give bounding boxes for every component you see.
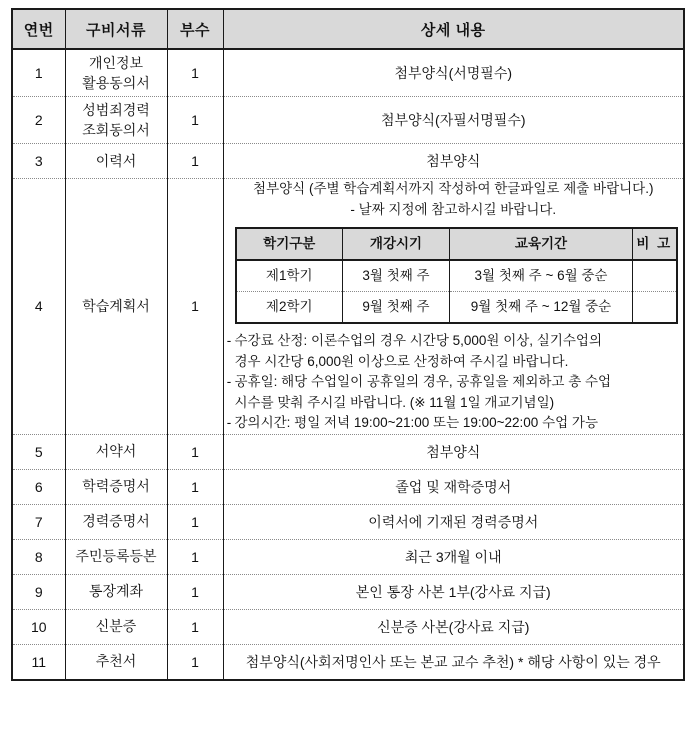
study-plan-notes <box>224 331 684 434</box>
cell-detail: 첨부양식 <box>223 144 684 179</box>
cell-document: 추천서 <box>65 644 167 680</box>
semester-schedule-header-row <box>236 228 677 260</box>
schedule-cell-term: 제2학기 <box>236 292 343 324</box>
table-row <box>12 539 684 574</box>
cell-no: 7 <box>12 504 65 539</box>
document-name-line2: 활용동의서 <box>82 75 150 91</box>
cell-detail: 첨부양식(자필서명필수) <box>223 97 684 144</box>
table-row <box>12 469 684 504</box>
table-row <box>12 504 684 539</box>
cell-document <box>65 97 167 144</box>
column-header-detail: 상세 내용 <box>223 9 684 49</box>
study-plan-note-item <box>224 331 684 372</box>
bullet-text-line1: 강의시간: 평일 저녁 19:00~21:00 또는 19:00~22:00 수업 가능 <box>234 415 598 431</box>
schedule-cell-term: 제1학기 <box>236 260 343 292</box>
cell-copies: 1 <box>167 49 223 97</box>
cell-document: 학습계획서 <box>65 179 167 435</box>
bullet-text <box>235 413 684 434</box>
cell-no: 6 <box>12 469 65 504</box>
cell-copies: 1 <box>167 434 223 469</box>
cell-detail: 최근 3개월 이내 <box>223 539 684 574</box>
cell-document: 신분증 <box>65 609 167 644</box>
cell-no: 5 <box>12 434 65 469</box>
semester-schedule-body <box>236 260 677 323</box>
schedule-cell-period: 3월 첫째 주 ~ 6월 중순 <box>450 260 633 292</box>
schedule-cell-start: 9월 첫째 주 <box>343 292 450 324</box>
cell-copies: 1 <box>167 644 223 680</box>
schedule-cell-start: 3월 첫째 주 <box>343 260 450 292</box>
study-plan-note-item <box>224 413 684 434</box>
cell-copies: 1 <box>167 469 223 504</box>
required-documents-table <box>11 8 685 681</box>
cell-document: 경력증명서 <box>65 504 167 539</box>
schedule-cell-note <box>633 260 677 292</box>
cell-document: 이력서 <box>65 144 167 179</box>
document-page <box>0 8 696 746</box>
schedule-header-period: 교육기간 <box>450 228 633 260</box>
schedule-header-start: 개강시기 <box>343 228 450 260</box>
table-row <box>12 574 684 609</box>
bullet-dash-icon: - <box>226 415 232 431</box>
study-plan-note-item <box>224 372 684 413</box>
table-row <box>12 609 684 644</box>
cell-copies: 1 <box>167 504 223 539</box>
cell-no: 4 <box>12 179 65 435</box>
cell-no: 10 <box>12 609 65 644</box>
semester-schedule-table <box>235 227 678 324</box>
cell-detail: 이력서에 기재된 경력증명서 <box>223 504 684 539</box>
cell-document: 주민등록등본 <box>65 539 167 574</box>
document-name-line1: 성범죄경력 <box>82 101 150 118</box>
bullet-dash-icon: - <box>226 333 232 349</box>
bullet-text-line2: 시수를 맞춰 주시길 바랍니다. (※ 11월 1일 개교기념일) <box>234 394 555 410</box>
table-row <box>12 49 684 97</box>
cell-copies: 1 <box>167 539 223 574</box>
cell-detail: 졸업 및 재학증명서 <box>223 469 684 504</box>
cell-detail-study-plan <box>223 179 684 435</box>
cell-detail: 첨부양식(사회저명인사 또는 본교 교수 추천) * 해당 사항이 있는 경우 <box>223 644 684 680</box>
cell-copies: 1 <box>167 144 223 179</box>
bullet-text-line1: 공휴일: 해당 수업일이 공휴일의 경우, 공휴일을 제외하고 총 수업 <box>234 374 612 390</box>
document-name-line1: 개인정보 <box>88 54 144 71</box>
cell-document: 서약서 <box>65 434 167 469</box>
bullet-text-line2: 경우 시간당 6,000원 이상으로 산정하여 주시길 바랍니다. <box>234 353 569 369</box>
cell-copies: 1 <box>167 609 223 644</box>
cell-no: 9 <box>12 574 65 609</box>
schedule-row <box>236 260 677 292</box>
schedule-header-term: 학기구분 <box>236 228 343 260</box>
schedule-header-note: 비 고 <box>633 228 677 260</box>
table-row <box>12 144 684 179</box>
column-header-no: 연번 <box>12 9 65 49</box>
bullet-text-line1: 수강료 산정: 이론수업의 경우 시간당 5,000원 이상, 실기수업의 <box>234 333 602 349</box>
table-header <box>12 9 684 49</box>
semester-schedule-header <box>236 228 677 260</box>
table-row <box>12 97 684 144</box>
column-header-document: 구비서류 <box>65 9 167 49</box>
cell-copies: 1 <box>167 97 223 144</box>
table-header-row <box>12 9 684 49</box>
bullet-dash-icon: - <box>226 374 232 390</box>
cell-document: 통장계좌 <box>65 574 167 609</box>
bullet-text <box>235 331 684 372</box>
schedule-cell-period: 9월 첫째 주 ~ 12월 중순 <box>450 292 633 324</box>
cell-document <box>65 49 167 97</box>
cell-no: 8 <box>12 539 65 574</box>
cell-detail: 신분증 사본(강사료 지급) <box>223 609 684 644</box>
cell-document: 학력증명서 <box>65 469 167 504</box>
table-row <box>12 434 684 469</box>
table-row-study-plan <box>12 179 684 435</box>
bullet-text <box>235 372 684 413</box>
cell-detail: 첨부양식 <box>223 434 684 469</box>
cell-detail: 본인 통장 사본 1부(강사료 지급) <box>223 574 684 609</box>
cell-copies: 1 <box>167 179 223 435</box>
document-name-line2: 조회동의서 <box>82 122 150 138</box>
table-body <box>12 49 684 680</box>
cell-no: 1 <box>12 49 65 97</box>
study-plan-intro-line1: 첨부양식 (주별 학습계획서까지 작성하여 한글파일로 제출 바랍니다.) <box>253 181 654 196</box>
cell-copies: 1 <box>167 574 223 609</box>
cell-detail: 첨부양식(서명필수) <box>223 49 684 97</box>
schedule-cell-note <box>633 292 677 324</box>
cell-no: 2 <box>12 97 65 144</box>
cell-no: 3 <box>12 144 65 179</box>
cell-no: 11 <box>12 644 65 680</box>
column-header-copies: 부수 <box>167 9 223 49</box>
study-plan-intro-line2: - 날짜 지정에 참고하시길 바랍니다. <box>350 201 557 217</box>
schedule-row <box>236 292 677 324</box>
table-row <box>12 644 684 680</box>
